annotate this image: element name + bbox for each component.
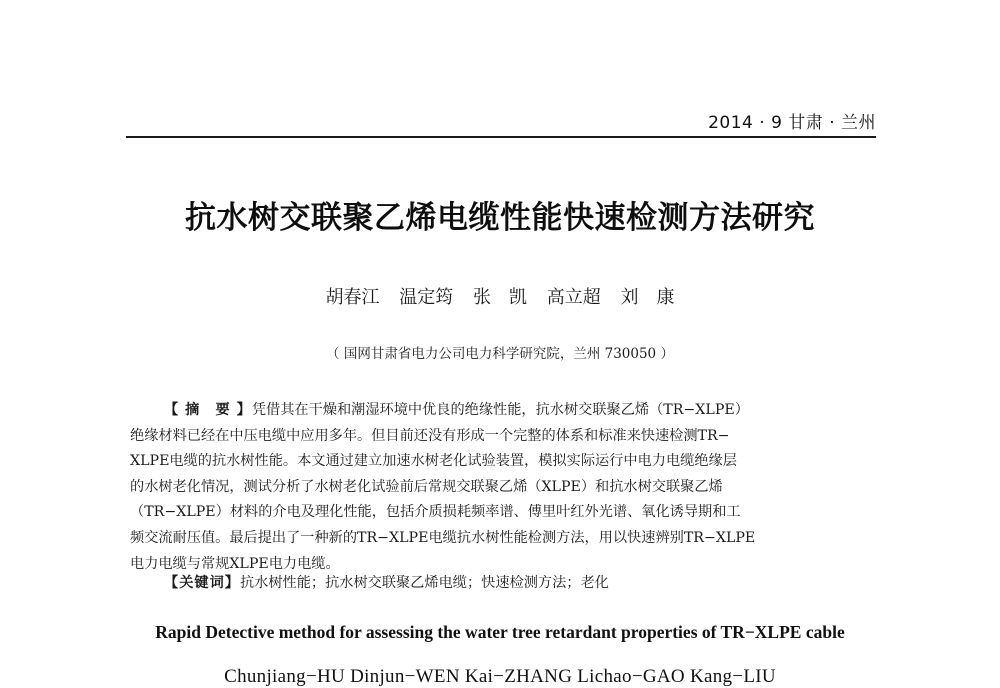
keywords-text: 抗水树性能；抗水树交联聚乙烯电缆；快速检测方法；老化: [239, 575, 609, 591]
author-name: 温定筠: [399, 287, 454, 308]
keywords: [164, 572, 609, 592]
abstract-line: 电力电缆与常规XLPE电力电缆。: [130, 555, 340, 572]
abstract-line: XLPE电缆的抗水树性能。本文通过建立加速水树老化试验装置，模拟实际运行中电力电缆绝缘层: [130, 453, 737, 470]
author-name: 刘 康: [620, 287, 675, 308]
author-name: 胡春江: [325, 287, 380, 308]
author-name: 张 凯: [473, 287, 527, 308]
header-rule: [126, 136, 876, 138]
abstract-line: 频交流耐压值。最后提出了一种新的TR−XLPE电缆抗水树性能检测方法，用以快速辨别TR−XLPE: [130, 529, 756, 546]
abstract-line: （TR−XLPE）材料的介电及理化性能，包括介质损耗频率谱、傅里叶红外光谱、氧化诱导期和工: [130, 504, 741, 521]
abstract: [130, 398, 876, 577]
affiliation: （ 国网甘肃省电力公司电力科学研究院，兰州 730050 ）: [326, 346, 674, 362]
author-name: 高立超: [546, 287, 601, 308]
paper-title: 抗水树交联聚乙烯电缆性能快速检测方法研究: [185, 200, 815, 236]
author-list: [0, 283, 1000, 309]
abstract-line: 绝缘材料已经在中压电缆中应用多年。但目前还没有形成一个完整的体系和标准来快速检测TR−: [130, 427, 730, 444]
running-header: 2014 · 9 甘肃 · 兰州: [708, 113, 876, 133]
abstract-label: 【 摘 要 】: [164, 402, 252, 418]
abstract-line: [130, 398, 876, 424]
english-title: Rapid Detective method for assessing the water tree retardant properties of TR−XLPE cable: [155, 622, 845, 642]
abstract-text: 凭借其在干燥和潮湿环境中优良的绝缘性能，抗水树交联聚乙烯（TR−XLPE）: [251, 402, 749, 418]
keywords-label: 【关键词】: [164, 575, 240, 591]
english-authors: Chunjiang−HU Dinjun−WEN Kai−ZHANG Lichao−GAO Kang−LIU: [224, 666, 776, 687]
abstract-line: 的水树老化情况，测试分析了水树老化试验前后常规交联聚乙烯（XLPE）和抗水树交联聚乙烯: [130, 478, 723, 495]
